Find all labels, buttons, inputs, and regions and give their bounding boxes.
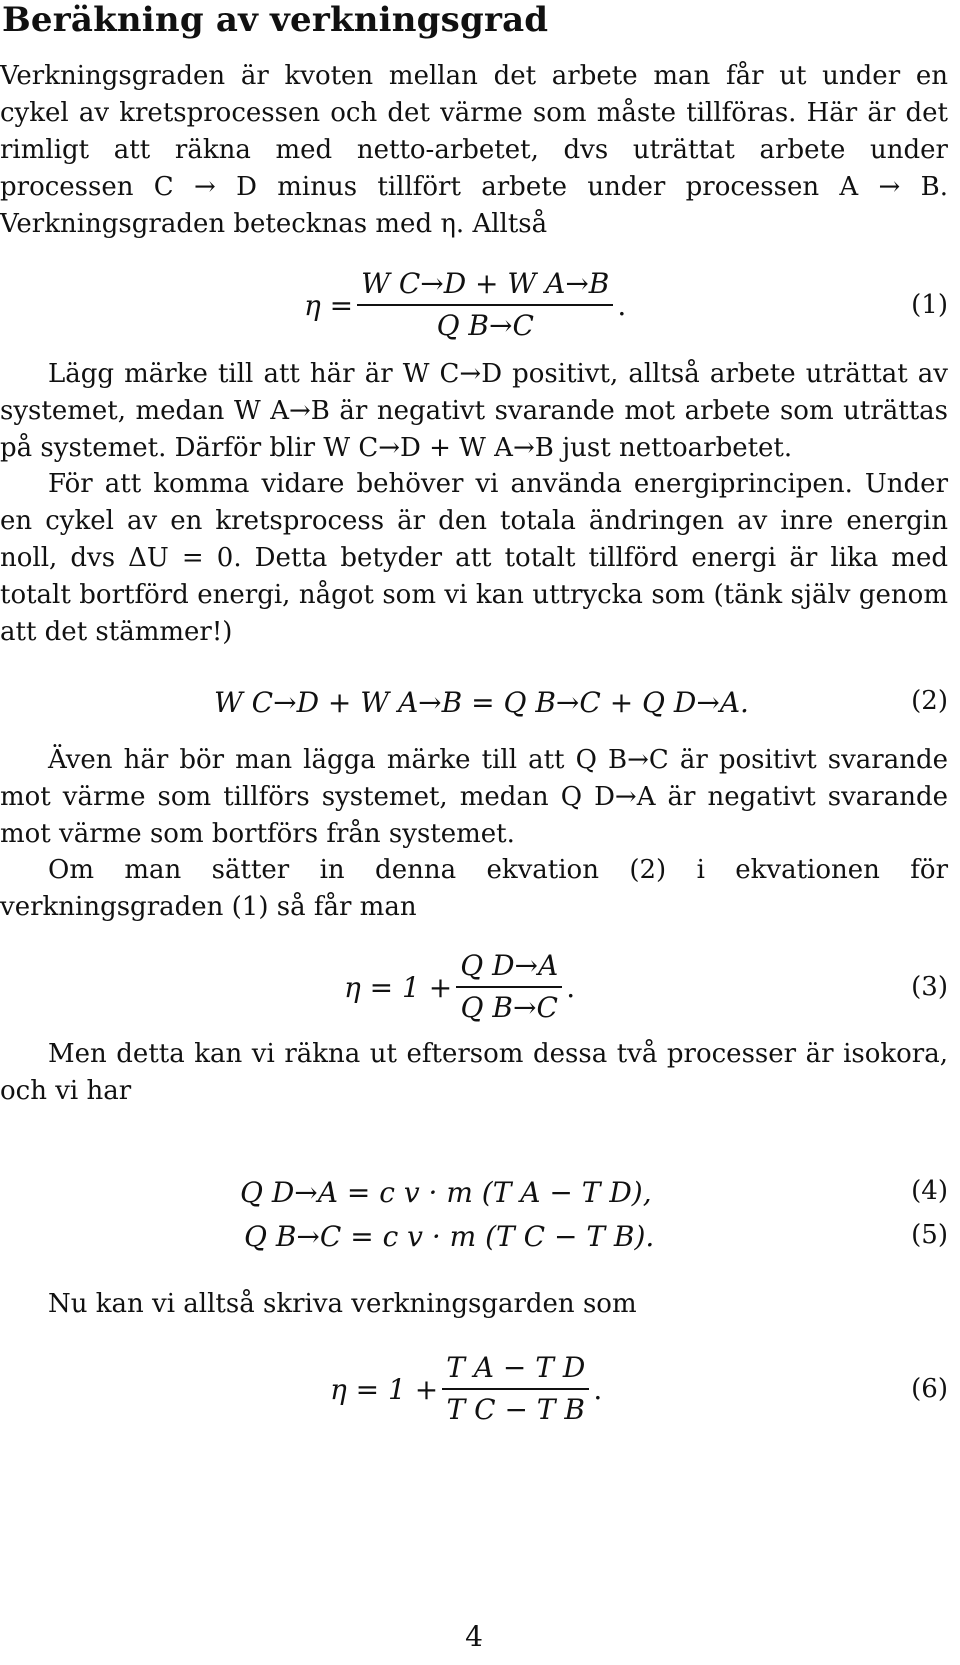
equation-5-text: Q B→C = c v · m (T C − T B).: [244, 1220, 655, 1253]
paragraph-isochoric: Men detta kan vi räkna ut eftersom dessa två processer är isokora, och vi har: [0, 1039, 948, 1106]
paragraph-final: Nu kan vi alltså skriva verkningsgarden som: [48, 1289, 637, 1319]
equation-1-numerator: W C→D + W A→B: [357, 268, 613, 306]
equation-6-denominator: T C − T B: [446, 1393, 585, 1426]
equation-2-text: W C→D + W A→B = Q B→C + Q D→A.: [214, 686, 749, 719]
equation-5-body: [244, 1220, 654, 1253]
equation-4-label: (4): [911, 1176, 948, 1206]
equation-6: [0, 1351, 948, 1426]
equation-1-lhs: η =: [304, 288, 354, 322]
equation-2-label: (2): [911, 686, 948, 716]
equation-6-fraction: [442, 1352, 589, 1426]
equation-1-fraction: [357, 268, 613, 342]
equation-3-tail: .: [566, 970, 576, 1004]
equation-3-lhs: η = 1 +: [344, 970, 453, 1004]
equation-6-label: (6): [911, 1374, 948, 1404]
equation-3-body: [344, 950, 575, 1024]
paragraph-work-sign: Lägg märke till att här är W C→D positivt, alltså arbete uträttat av systemet, medan W A→B är negativt svarande mot arbete som uträttas på systemet. Därför blir W C→D + W A→B just nettoarbetet.: [0, 359, 948, 463]
equation-3-label: (3): [911, 972, 948, 1002]
equation-6-lhs: η = 1 +: [330, 1372, 439, 1406]
equation-6-tail: .: [593, 1372, 603, 1406]
paragraph-heat-sign: Även här bör man lägga märke till att Q B→C är positivt svarande mot värme som tillförs systemet, medan Q D→A är negativt svarande mot värme som bortförs från systemet.: [0, 745, 948, 849]
equation-3-denominator: Q B→C: [460, 991, 558, 1024]
paragraph-intro: Verkningsgraden är kvoten mellan det arbete man får ut under en cykel av kretsprocessen och det värme som måste tillföras. Här är det rimligt att räkna med netto-arbetet, dvs uträttat arbete under processen C → D minus tillfört arbete under processen A → B. Verkningsgraden betecknas med η. Alltså: [0, 61, 948, 239]
equation-5: [0, 1220, 948, 1290]
paragraph-energy-principle: För att komma vidare behöver vi använda energiprincipen. Under en cykel av en kretsprocess är den totala ändringen av inre energin noll, dvs ΔU = 0. Detta betyder att totalt tillförd energi är lika med totalt bortförd energi, något som vi kan uttrycka som (tänk själv genom att det stämmer!): [0, 469, 948, 647]
equation-2-body: [214, 686, 749, 719]
equation-3: [0, 949, 948, 1024]
equation-4-body: [240, 1176, 652, 1209]
paragraph-substitute: Om man sätter in denna ekvation (2) i ekvationen för verkningsgraden (1) så får man: [0, 855, 948, 922]
equation-3-fraction: [456, 950, 562, 1024]
equation-1-tail: .: [617, 288, 627, 322]
equation-6-numerator: T A − T D: [442, 1352, 589, 1390]
equation-3-numerator: Q D→A: [456, 950, 562, 988]
equation-1-label: (1): [911, 290, 948, 320]
equation-1-denominator: Q B→C: [436, 309, 534, 342]
equation-6-body: [330, 1352, 602, 1426]
equation-5-label: (5): [911, 1220, 948, 1250]
page-number: 4: [465, 1620, 483, 1653]
section-heading: Beräkning av verkningsgrad: [2, 0, 549, 40]
equation-4-text: Q D→A = c v · m (T A − T D),: [240, 1176, 652, 1209]
equation-1: [0, 267, 948, 342]
equation-1-body: [304, 268, 626, 342]
